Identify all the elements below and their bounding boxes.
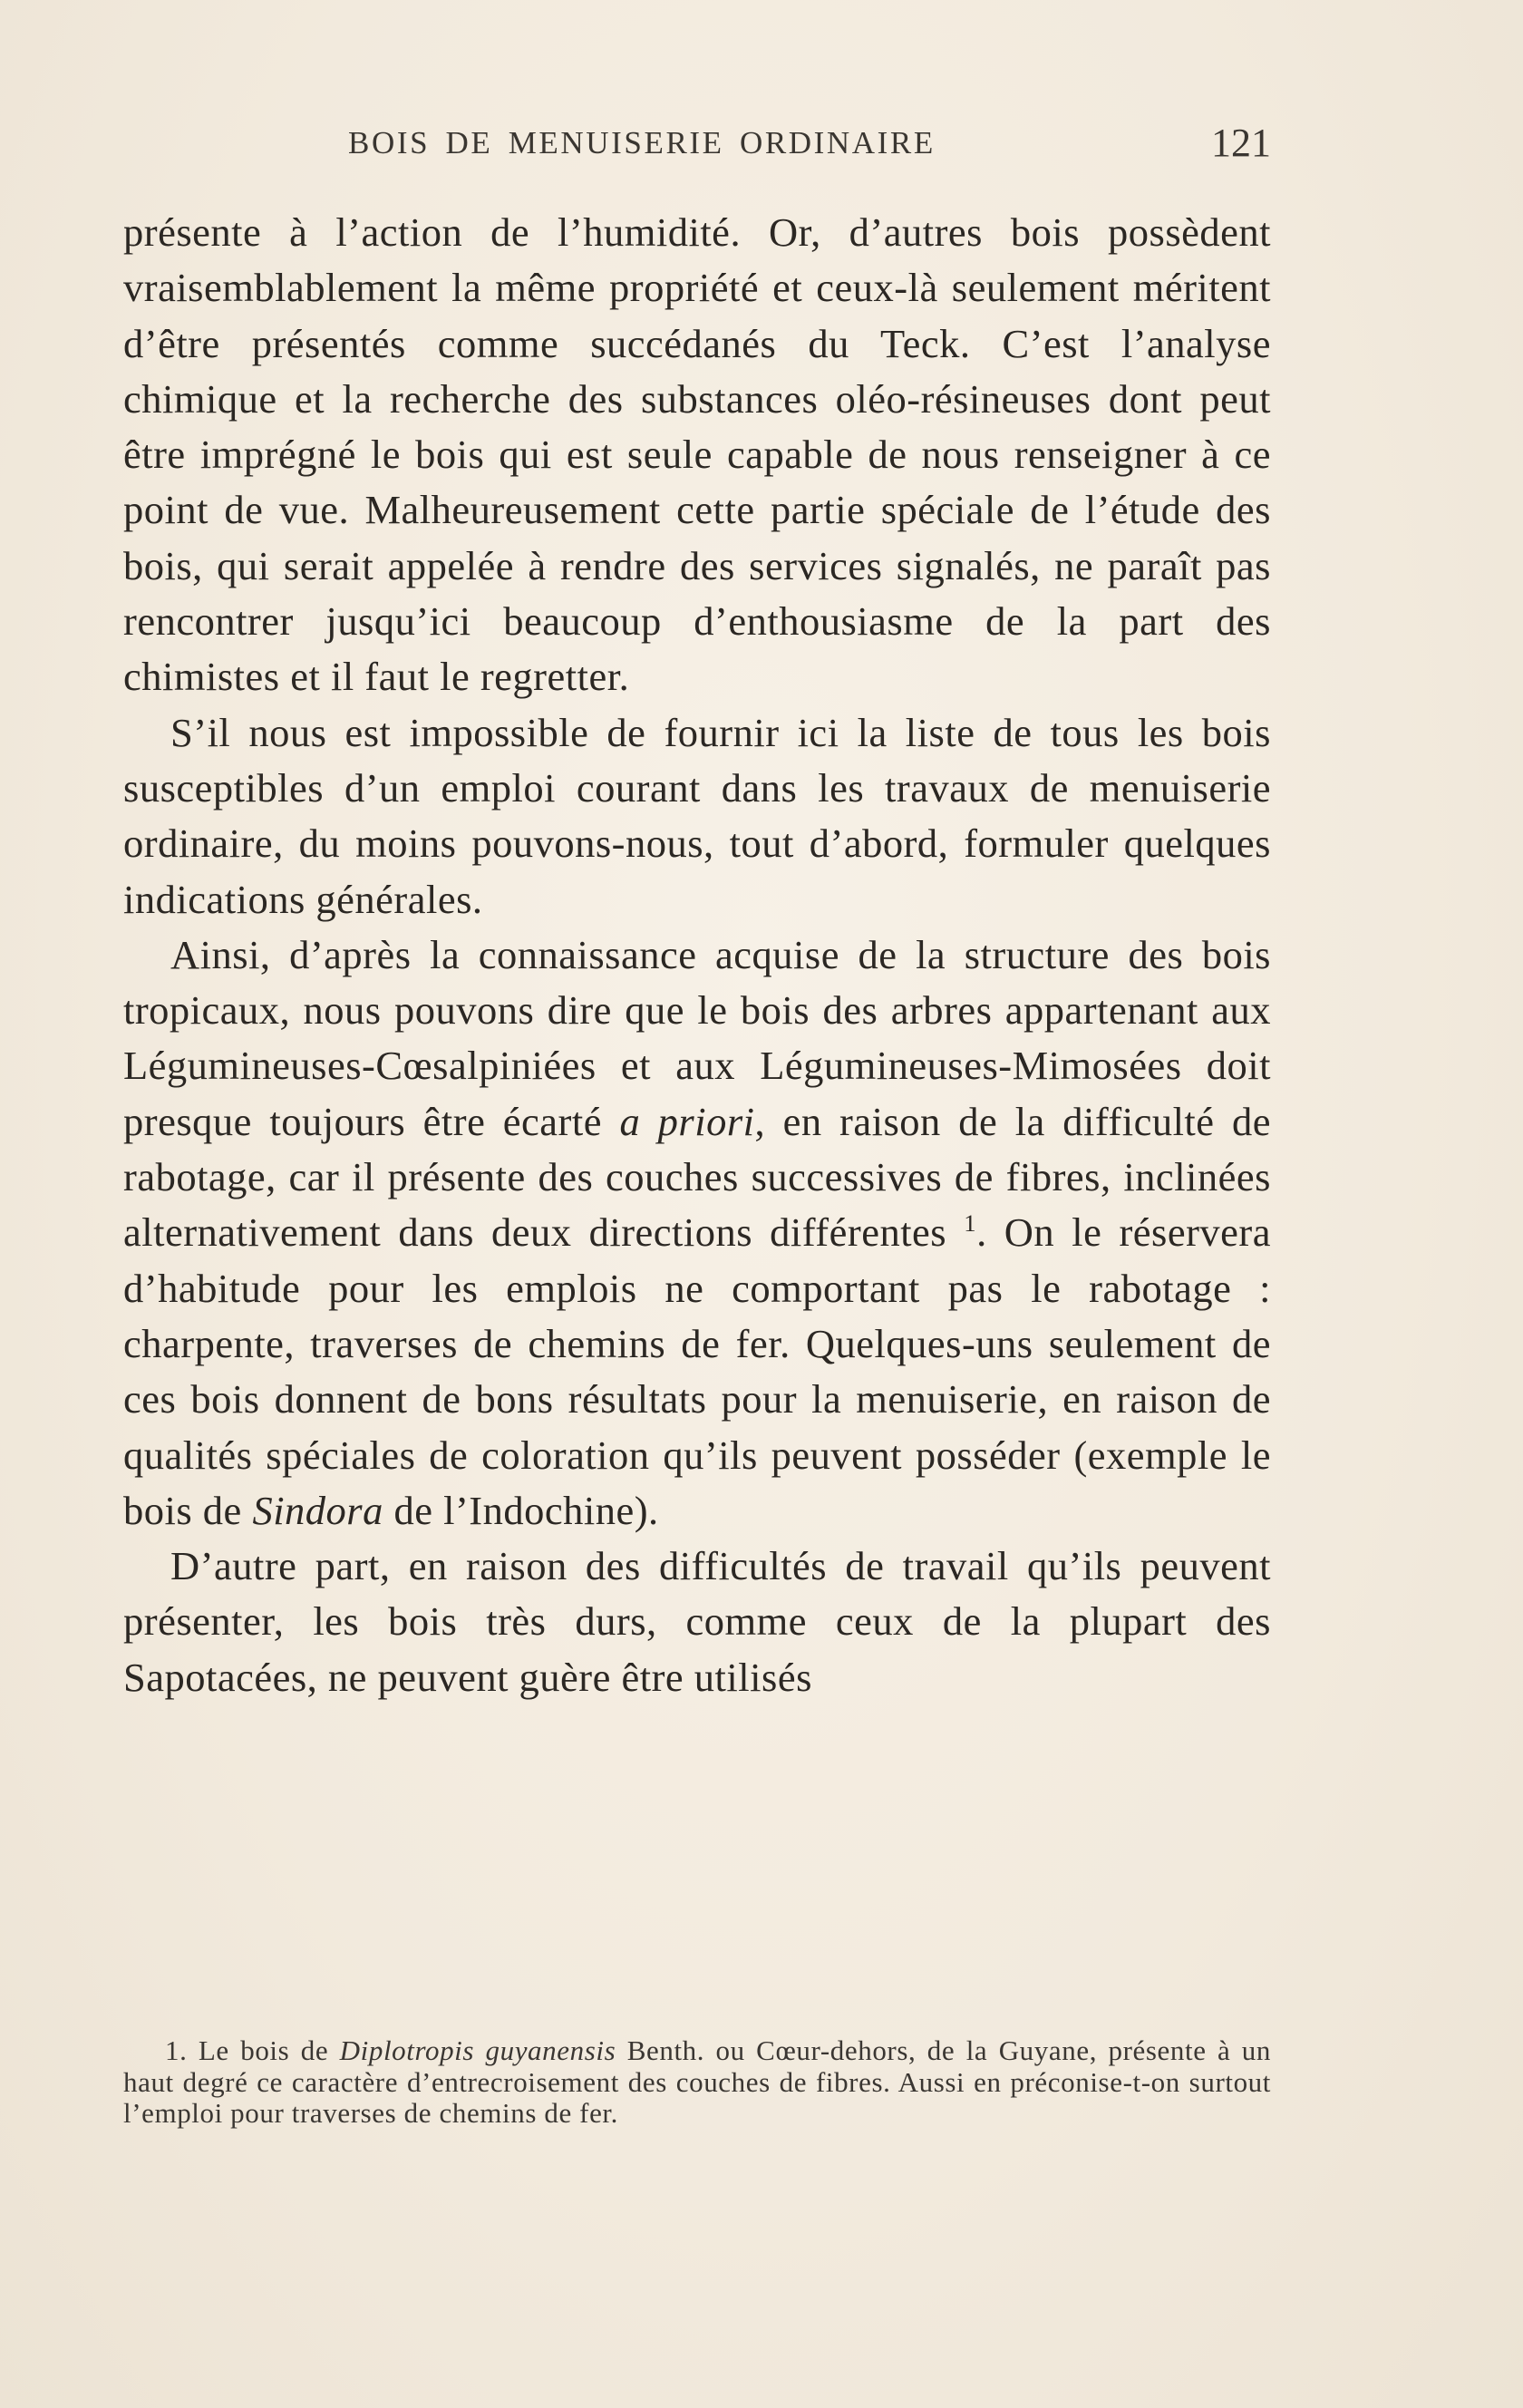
paragraph-3-text-a: Ainsi, d’après la connaissance acquise de la structure des bois tropicaux, nous pouvons dire que le bois des arbres appartenant aux Légumineuses-Cœsalpiniées et aux Légumineuses-Mimosées doit presque toujours être écarté	[123, 931, 1271, 1144]
paragraph-1: présente à l’action de l’humidité. Or, d’autres bois possèdent vraisemblablement la même propriété et ceux-là seulement méritent d’être présentés comme succédanés du Teck. C’est l’analyse chimique et la recherche des substances oléo-résineuses dont peut être imprégné le bois qui est seule capable de nous renseigner à ce point de vue. Malheureusement cette partie spéciale de l’étude des bois, qui serait appelée à rendre des services signalés, ne paraît pas rencontrer jusqu’ici beaucoup d’enthousiasme de la part des chimistes et il faut le regretter.	[123, 209, 1271, 700]
footnote-reference[interactable]: 1	[964, 1209, 977, 1238]
running-head	[123, 116, 1271, 170]
footnote-1	[123, 2035, 1271, 2130]
body-text	[123, 205, 1271, 1705]
footnote-text-b: Benth. ou Cœur-dehors, de la Guyane, présente à un haut degré ce caractère d’entrecroisement des couches de fibres. Aussi en préconise-t-on surtout l’emploi pour traverses de chemins de fer.	[123, 2034, 1271, 2129]
paragraph-3	[123, 927, 1271, 1539]
footnotes	[123, 2035, 1271, 2130]
footnote-number: 1.	[165, 2034, 188, 2066]
paragraph-4: D’autre part, en raison des difficultés de travail qu’ils peuvent présenter, les bois très durs, comme ceux de la plupart des Sapotacées, ne peuvent guère être utilisés	[123, 1543, 1271, 1700]
paragraph-2: S’il nous est impossible de fournir ici la liste de tous les bois susceptibles d’un emploi courant dans les travaux de menuiserie ordinaire, du moins pouvons-nous, tout d’abord, formuler quelques indications générales.	[123, 709, 1271, 922]
italic-sindora: Sindora	[252, 1487, 383, 1533]
page-number: 121	[1211, 121, 1271, 165]
paragraph-3-text-d: de l’Indochine).	[383, 1487, 659, 1533]
footnote-species: Diplotropis guyanensis	[339, 2034, 616, 2066]
paragraph-3-text-b: , en raison de la difficulté de rabotage, car il présente des couches successives de fibres, inclinées alternativement dans deux directions différentes	[123, 1098, 1272, 1256]
italic-a-priori: a priori	[619, 1098, 755, 1144]
paragraph-3-text-c: . On le réservera d’habitude pour les emplois ne comportant pas le rabotage : charpente, traverses de chemins de fer. Quelques-uns seulement de ces bois donnent de bons résultats pour la menuiserie, en raison de qualités spéciales de coloration qu’ils peuvent posséder (exemple le bois de	[123, 1209, 1271, 1533]
running-title: BOIS DE MENUISERIE ORDINAIRE	[348, 125, 936, 160]
footnote-text-a: Le bois de	[187, 2034, 340, 2066]
